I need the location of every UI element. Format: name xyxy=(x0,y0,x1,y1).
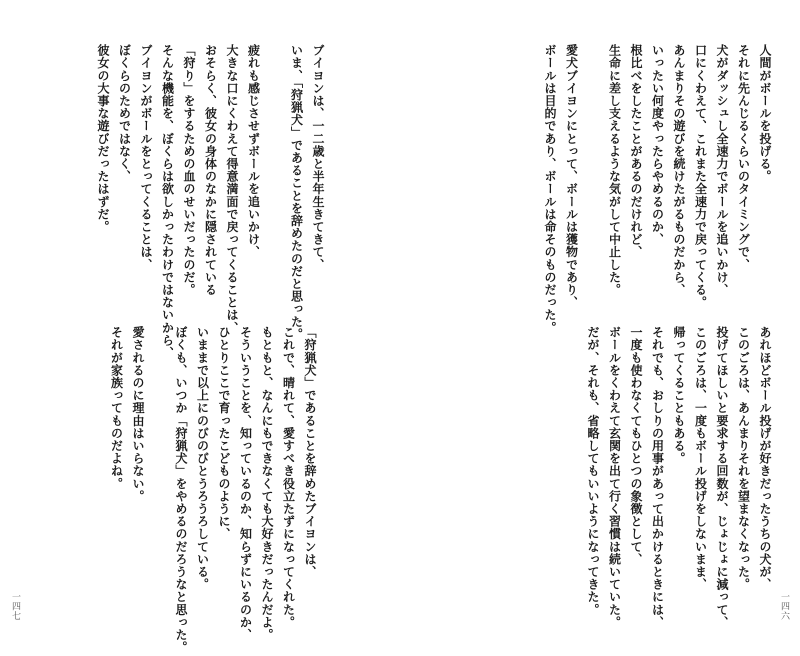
left-bottom-text-block xyxy=(105,326,320,654)
text-line: 犬がダッシュし全速力でボールを追いかけ、 xyxy=(715,44,729,296)
text-line: 一度も使わなくてもひとつの象徴として、 xyxy=(629,326,643,566)
text-line: 愛されるのに理由はいらない。 xyxy=(131,326,145,503)
text-line: そういうことを、知っているのか、知らずにいるのか、 xyxy=(238,326,253,641)
text-line: それでも、おしりの用事があって出かけるときには、 xyxy=(650,326,665,629)
text-line: あんまりその遊びを続けたがるものだから、 xyxy=(672,44,686,296)
page-number: 一四六 xyxy=(779,592,789,621)
text-line: いままで以上にのびのびとうろうろしている。 xyxy=(195,326,210,591)
text-line: だが、それも、省略してもいいようになってきた。 xyxy=(586,326,600,616)
text-line: あれほどボール投げが好きだったうちの犬が、 xyxy=(758,326,772,591)
text-line: 大きな口にくわえて得意満面で戻ってくることは、 xyxy=(225,44,239,334)
text-line: このごろは、あんまりそれを望まなくなった。 xyxy=(736,326,751,591)
right-bottom-text-block xyxy=(582,326,776,629)
blank-line xyxy=(148,326,170,616)
right-page xyxy=(400,0,800,656)
text-line: いま、「狩猟犬」であることを辞めたのだと思った。 xyxy=(289,44,304,341)
text-line: 愛犬ブイヨンにとって、ボールは獲物であり、 xyxy=(564,44,579,309)
text-line: もともと、なんにもできなくても大好きだったんだよ。 xyxy=(260,326,274,641)
text-line: それに先んじるくらいのタイミングで、 xyxy=(736,44,751,271)
text-line: 「狩猟犬」であることを辞めたブイヨンは、 xyxy=(303,326,317,578)
text-line: 疲れも感じさせずボールを追いかけ、 xyxy=(246,44,261,259)
text-line: ブイヨンは、一二歳と半年生きてきて、 xyxy=(311,44,325,271)
text-line: おそらく、彼女の身体のなかに隠されている xyxy=(203,44,218,296)
text-line: ボールをくわえて玄関を出て行く習慣は続いていた。 xyxy=(607,326,622,629)
text-line: 彼女の大事な遊びだったはずだ。 xyxy=(96,44,110,233)
text-line: 投げてほしいと要求する回数が、じょじょに減って、 xyxy=(715,326,729,629)
text-line: そんな機能を、ぼくらは欲しかったわけではないから、 xyxy=(160,44,175,359)
right-top-text-block xyxy=(539,44,776,334)
text-line: ぼくらのためではなく、 xyxy=(117,44,132,183)
text-line: 人間がボールを投げる。 xyxy=(758,44,772,183)
text-line: いったい何度やったらやめるのか、 xyxy=(650,44,665,246)
text-line: ボールは目的であり、ボールは命そのものだった。 xyxy=(543,44,557,334)
text-line: このごろは、一度もボール投げをしないまま、 xyxy=(693,326,708,591)
text-line: 「狩り」をするための血のせいだったのだ。 xyxy=(182,44,196,296)
text-line: 生命に差し支えるような気がして中止した。 xyxy=(607,44,622,296)
page-number: 一四七 xyxy=(10,592,20,621)
text-line: 口にくわえて、これまた全速力で戻ってくる。 xyxy=(693,44,708,309)
text-line: ひとりここで育ったこどものように、 xyxy=(217,326,231,541)
text-line: ぼくも、いつか「狩猟犬」をやめるのだろうなと思った。 xyxy=(174,326,188,654)
text-line: ブイヨンがボールをとってくることは、 xyxy=(139,44,153,271)
text-line: 根比べをしたことがあるのだけれど、 xyxy=(629,44,643,259)
blank-line xyxy=(264,44,286,299)
left-top-text-block xyxy=(92,44,329,359)
text-line: それが家族ってものだよね。 xyxy=(109,326,124,490)
blank-line xyxy=(582,44,604,299)
text-line: これで、晴れて、愛すべき役立たずになってくれた。 xyxy=(281,326,296,629)
text-line: 帰ってくることもある。 xyxy=(672,326,686,465)
